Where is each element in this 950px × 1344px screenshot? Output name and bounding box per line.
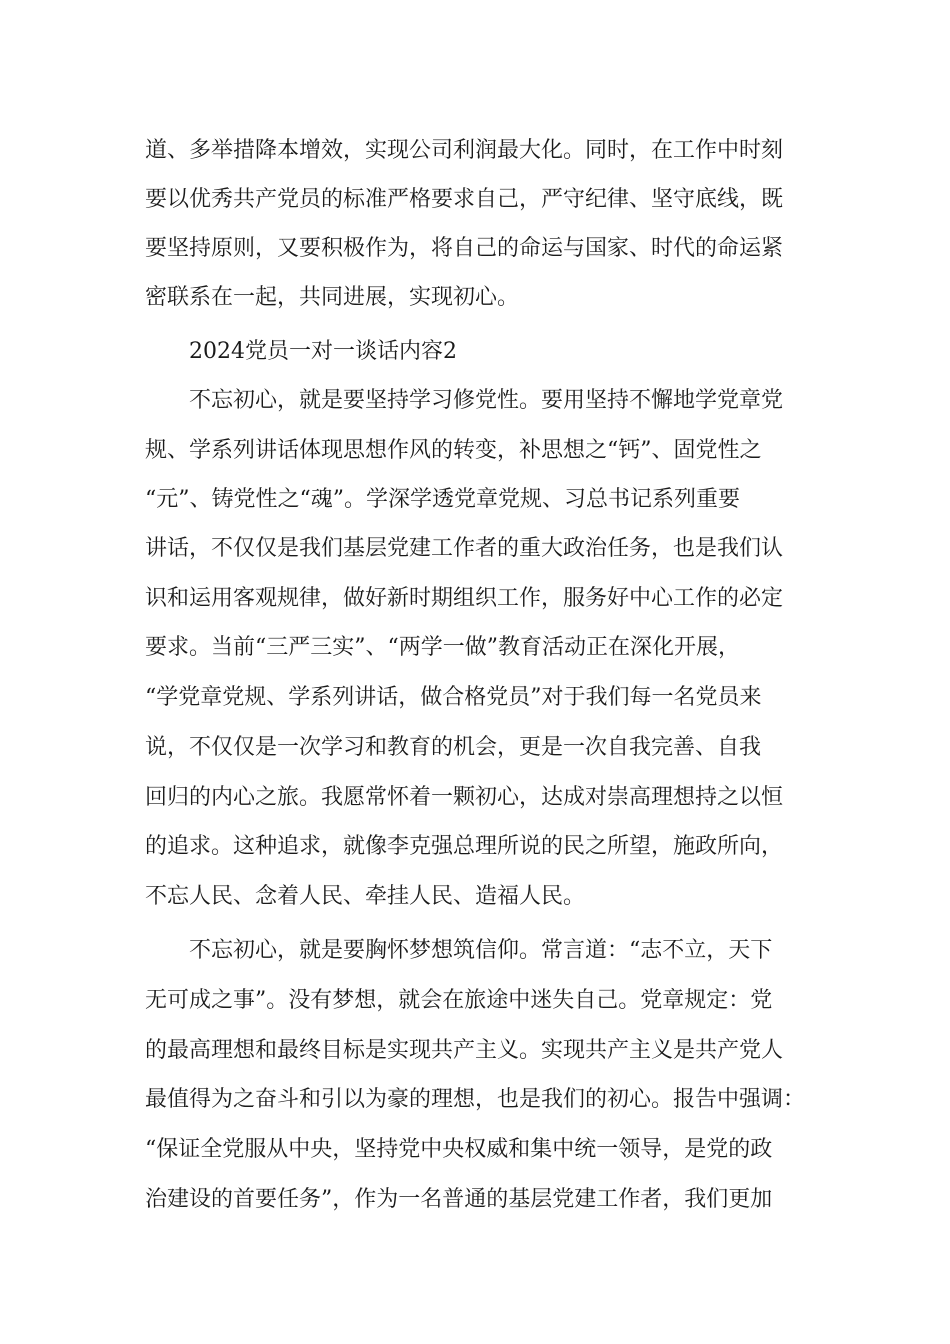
text-line: 的最高理想和最终目标是实现共产主义。实现共产主义是共产党人 xyxy=(145,1038,784,1063)
text-line: 识和运用客观规律，做好新时期组织工作，服务好中心工作的必定 xyxy=(145,586,784,611)
text-line: 要以优秀共产党员的标准严格要求自己，严守纪律、坚守底线，既 xyxy=(145,187,784,212)
text-line: 要求。当前“三严三实”、“两学一做”教育活动正在深化开展， xyxy=(145,635,740,660)
text-line: 不忘人民、念着人民、牵挂人民、造福人民。 xyxy=(145,884,586,909)
text-line: 不忘初心，就是要坚持学习修党性。要用坚持不懈地学党章党 xyxy=(189,388,784,413)
text-line: 密联系在一起，共同进展，实现初心。 xyxy=(145,285,520,310)
text-line: “学党章党规、学系列讲话，做合格党员”对于我们每一名党员来 xyxy=(145,685,762,710)
text-line: 讲话，不仅仅是我们基层党建工作者的重大政治任务，也是我们认 xyxy=(145,536,784,561)
text-line: 的追求。这种追求，就像李克强总理所说的民之所望，施政所向， xyxy=(145,834,784,859)
text-line: 回归的内心之旅。我愿常怀着一颗初心，达成对崇高理想持之以恒 xyxy=(145,785,784,810)
text-line: 无可成之事”。没有梦想，就会在旅途中迷失自己。党章规定：党 xyxy=(145,988,773,1013)
text-line: “保证全党服从中央，坚持党中央权威和集中统一领导，是党的政 xyxy=(145,1137,773,1162)
text-line: 最值得为之奋斗和引以为豪的理想，也是我们的初心。报告中强调： xyxy=(145,1087,806,1112)
text-line: 说，不仅仅是一次学习和教育的机会，更是一次自我完善、自我 xyxy=(145,735,762,760)
text-line: “元”、铸党性之“魂”。学深学透党章党规、习总书记系列重要 xyxy=(145,487,740,512)
section-heading: 2024党员一对一谈话内容2 xyxy=(189,339,457,364)
text-line: 治建设的首要任务”，作为一名普通的基层党建工作者，我们更加 xyxy=(145,1187,773,1212)
text-line: 道、多举措降本增效，实现公司利润最大化。同时，在工作中时刻 xyxy=(145,138,784,163)
text-line: 要坚持原则，又要积极作为，将自己的命运与国家、时代的命运紧 xyxy=(145,236,784,261)
text-line: 不忘初心，就是要胸怀梦想筑信仰。常言道：“志不立，天下 xyxy=(189,938,773,963)
text-line: 规、学系列讲话体现思想作风的转变，补思想之“钙”、固党性之 xyxy=(145,438,762,463)
